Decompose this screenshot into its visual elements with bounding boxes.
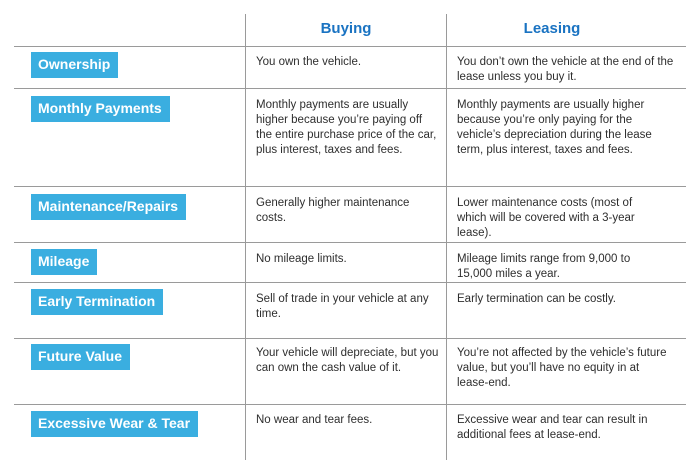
row-divider xyxy=(14,186,686,187)
row-label-early-termination: Early Termination xyxy=(31,289,163,315)
buying-ownership-cell: You own the vehicle. xyxy=(256,56,362,68)
leasing-maintenance-cell: Lower maintenance costs (most of which will be covered with a 3-year lease). xyxy=(457,197,635,239)
row-divider xyxy=(14,404,686,405)
header-buying: Buying xyxy=(320,20,372,37)
column-divider-leasing xyxy=(446,14,447,460)
leasing-monthly-payments-cell: Monthly payments are usually higher because you’re only paying for the vehicle’s depreciation during the lease term, plus interest, taxes and fees. xyxy=(457,99,652,156)
buying-mileage-cell: No mileage limits. xyxy=(256,253,347,265)
row-divider xyxy=(14,46,686,47)
row-divider xyxy=(14,242,686,243)
row-label-mileage: Mileage xyxy=(31,249,97,275)
row-label-future-value: Future Value xyxy=(31,344,130,370)
buying-early-termination-cell: Sell of trade in your vehicle at any time. xyxy=(256,293,429,320)
header-leasing: Leasing xyxy=(523,20,581,37)
row-label-monthly-payments: Monthly Payments xyxy=(31,96,170,122)
row-label-maintenance-repairs: Maintenance/Repairs xyxy=(31,194,186,220)
leasing-future-value-cell: You’re not affected by the vehicle’s future value, but you’ll have no equity in at lease-end. xyxy=(457,347,667,389)
leasing-ownership-cell: You don’t own the vehicle at the end of the lease unless you buy it. xyxy=(457,56,674,83)
buying-maintenance-cell: Generally higher maintenance costs. xyxy=(256,197,410,224)
row-label-ownership: Ownership xyxy=(31,52,118,78)
row-divider xyxy=(14,338,686,339)
row-label-excessive-wear-tear: Excessive Wear & Tear xyxy=(31,411,198,437)
leasing-mileage-cell: Mileage limits range from 9,000 to 15,000 miles a year. xyxy=(457,253,631,280)
column-divider-buying xyxy=(245,14,246,460)
row-divider xyxy=(14,282,686,283)
row-divider xyxy=(14,88,686,89)
leasing-wear-tear-cell: Excessive wear and tear can result in additional fees at lease-end. xyxy=(457,414,648,441)
leasing-early-termination-cell: Early termination can be costly. xyxy=(457,293,616,305)
buying-future-value-cell: Your vehicle will depreciate, but you can own the cash value of it. xyxy=(256,347,439,374)
buying-wear-tear-cell: No wear and tear fees. xyxy=(256,414,373,426)
buying-monthly-payments-cell: Monthly payments are usually higher because you’re paying off the entire purchase price of the car, plus interest, taxes and fees. xyxy=(256,99,437,156)
